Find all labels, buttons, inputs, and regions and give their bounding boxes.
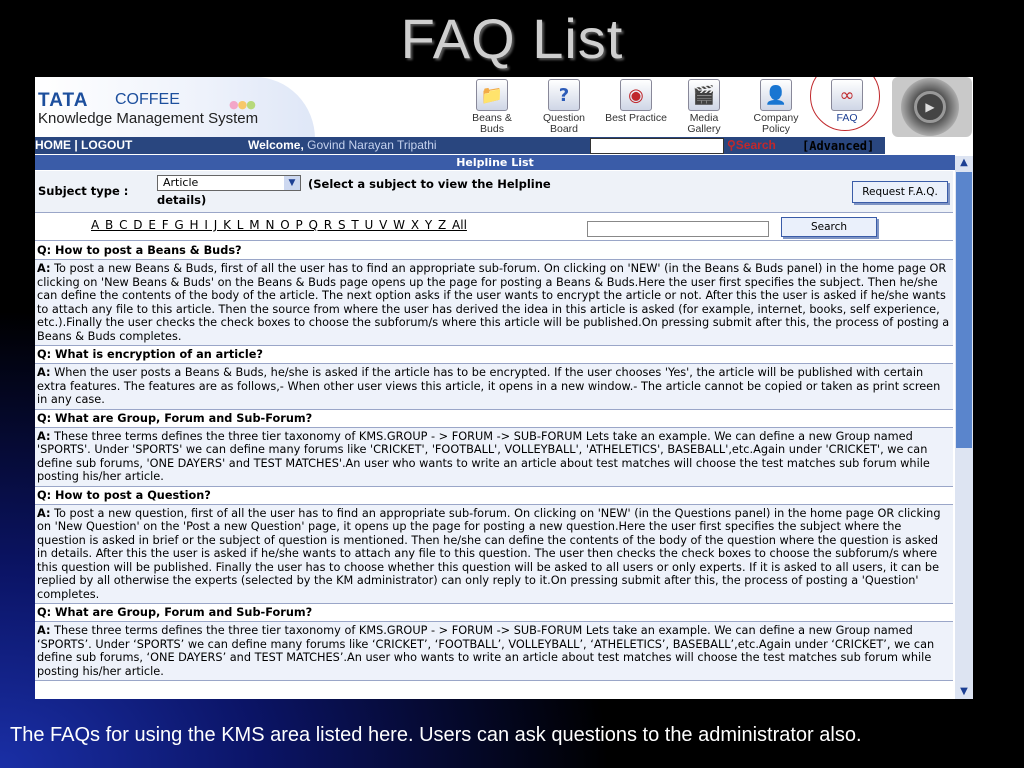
scroll-down-icon[interactable]: ▼: [960, 686, 968, 697]
alphabet-links[interactable]: A B C D E F G H I J K L M N O P Q R S T U V W X Y Z All: [91, 218, 467, 232]
subject-row: [35, 171, 953, 213]
answer-prefix: A:: [37, 506, 51, 520]
brand-area: [35, 77, 315, 139]
faq-answer: [35, 622, 953, 681]
policy-icon: 👤: [760, 79, 792, 111]
best-practice-icon: ◉: [620, 79, 652, 111]
faq-answer: [35, 505, 953, 605]
faq-answer: [35, 260, 953, 346]
faq-answer: [35, 428, 953, 487]
faq-question: Q: What is encryption of an article?: [35, 346, 953, 364]
slide-caption: The FAQs for using the KMS area listed here. Users can ask questions to the administrator also.: [10, 724, 862, 746]
kms-header: [35, 77, 973, 139]
nav-company-policy[interactable]: [744, 79, 808, 135]
faq-list: [35, 242, 953, 681]
faq-question: Q: What are Group, Forum and Sub-Forum?: [35, 410, 953, 428]
brand-kms: Knowledge Management System: [38, 110, 259, 127]
answer-text: To post a new Beans & Buds, first of all the user has to find an appropriate sub-forum. On clicking on 'NEW' (in the Beans & Buds panel) in the home page OR clicking on 'New Beans & Buds' on the Beans & Buds page opens up the page for posting a Beans & Buds.Here the user first specifies the subject. Then he/she can define the contents of the body of the article. The next option asks if the user wants to encrypt the article or not. After this the user is asked if he/she wants to attach any file to this article. Then the source from where the user has derived the idea in this article is asked (for example, internet, books, self experience, etc.).Finally the user checks the check boxes to choose the subforum/s where this article will be published.On pressing submit after this, the process of posting a Beans & Buds completes.: [37, 262, 950, 343]
subject-selected-value: Article: [163, 176, 199, 189]
helpline-content: [35, 171, 955, 699]
answer-text: These three terms defines the three tier taxonomy of KMS.GROUP - > FORUM -> SUB-FORUM Lets take an example. We can define a new Group named ‘SPORTS’. Under ‘SPORTS’ we can define many forums like ‘CRICKET’, ‘FOOTBALL’, VOLLEYBALL’, ‘ATHELETICS’, BASEBALL’,etc.Again under ‘CRICKET’, we can define sub forums, ‘ONE DAYERS’ and TEST MATCHES’.An user who wants to write an article about test matches will choose the test matches sub forum while posting his/her article.: [37, 624, 935, 678]
chevron-down-icon: ▼: [284, 176, 300, 190]
search-link[interactable]: [727, 138, 776, 152]
nav-label: Company Policy: [753, 112, 799, 135]
nav-question-board[interactable]: [532, 79, 596, 135]
answer-text: When the user posts a Beans & Buds, he/she is asked if the article has to be encrypted. If the user chooses 'Yes', the article will be published with certain extra features. The features are as follows,- When other user views this article, it opens in a new window.- The article cannot be copied or taken as print screen in any case.: [37, 366, 941, 406]
nav-label: Media Gallery: [687, 112, 721, 135]
scrollbar[interactable]: [955, 156, 973, 699]
nav-label: FAQ: [836, 112, 858, 124]
answer-prefix: A:: [37, 262, 51, 275]
kms-screenshot: [35, 77, 973, 699]
nav-label: Best Practice: [605, 112, 667, 124]
answer-prefix: A:: [37, 624, 51, 637]
faq-search-input[interactable]: [587, 221, 769, 237]
alphabet-index[interactable]: [91, 218, 467, 232]
brand-dots-icon: ●●●: [229, 98, 255, 111]
home-logout-links[interactable]: HOME | LOGOUT: [35, 138, 133, 152]
slide-title: FAQ List: [400, 7, 624, 70]
nav-label: Question Board: [542, 112, 586, 135]
faq-answer: [35, 364, 953, 410]
user-name: Govind Narayan Tripathi: [307, 138, 437, 152]
scroll-thumb[interactable]: [956, 172, 972, 448]
beans-icon: 📁: [476, 79, 508, 111]
answer-prefix: A:: [37, 429, 51, 443]
question-icon: ?: [548, 79, 580, 111]
advanced-search-link[interactable]: [Advanced]: [802, 139, 875, 153]
helpline-title: Helpline List: [35, 155, 955, 170]
nav-best-practice[interactable]: [604, 79, 668, 124]
nav-beans-buds[interactable]: [460, 79, 524, 135]
top-search-input[interactable]: [590, 138, 724, 154]
faq-icon: ∞: [831, 79, 863, 111]
faq-search-button[interactable]: Search: [781, 217, 877, 237]
brand-coffee: COFFEE: [115, 91, 180, 108]
faq-question: Q: How to post a Question?: [35, 487, 953, 505]
faq-question: Q: What are Group, Forum and Sub-Forum?: [35, 604, 953, 622]
welcome-text: [248, 138, 437, 152]
answer-text: To post a new question, first of all the user has to find an appropriate sub-forum. On clicking on 'NEW' (in the Questions panel) in the home page OR clicking on 'New Question' on the 'Post a new Question' page, it opens up the page for posting a new question.Here the user first specifies the subject where the question is asked in brief or the subject of question is mentioned. Then he/she can define the contents of the body of the question where the question is asked in details. After this the user is asked if he/she wants to attach any file to this question. The user then checks the check boxes to choose the subforum/s where this question will be published. Finally the user has to choose whether this question will be asked to all users or only experts. If it is asked to all users, it can be replied by all otherwise the experts (selected by the KM administrator) can only reply to it.On pressing submit after this, the process of posting a 'Question' completes.: [37, 506, 941, 601]
alphabet-row: [35, 213, 953, 241]
media-player-button[interactable]: [892, 77, 972, 137]
subject-hint: (Select a subject to view the Helpline: [308, 177, 551, 191]
nav-label: Beans & Buds: [472, 112, 512, 135]
search-icon: ⚲: [727, 138, 736, 152]
player-dial-icon: [901, 78, 959, 136]
faq-question: Q: How to post a Beans & Buds?: [35, 242, 953, 260]
brand-tata: TATA: [38, 90, 89, 111]
scroll-up-icon[interactable]: ▲: [960, 157, 968, 168]
nav-media-gallery[interactable]: [672, 79, 736, 135]
play-icon: ▶: [914, 91, 946, 123]
request-faq-button[interactable]: Request F.A.Q.: [852, 181, 948, 203]
answer-prefix: A:: [37, 366, 51, 379]
answer-text: These three terms defines the three tier taxonomy of KMS.GROUP - > FORUM -> SUB-FORUM Lets take an example. We can define a new Group named 'SPORTS'. Under 'SPORTS' we can define many forums like 'CRICKET', 'FOOTBALL', VOLLEYBALL', 'ATHELETICS', BASEBALL',etc.Again under 'CRICKET', we can define sub forums, 'ONE DAYERS' and TEST MATCHES'.An user who wants to write an article about test matches will choose the test matches sub forum while posting his/her article.: [37, 429, 930, 483]
media-icon: 🎬: [688, 79, 720, 111]
subject-type-select[interactable]: [157, 175, 301, 191]
welcome-label: Welcome,: [248, 138, 304, 152]
search-label: Search: [735, 138, 776, 152]
subject-type-label: Subject type :: [38, 184, 129, 198]
subject-hint-cont: details): [157, 193, 207, 207]
